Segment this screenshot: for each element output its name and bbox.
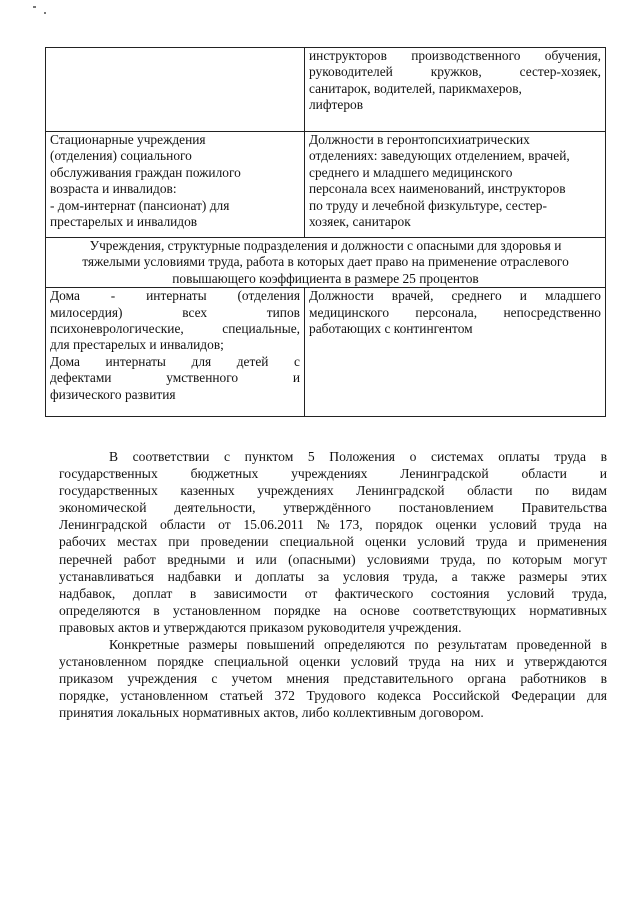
paragraph-line: Ленинградской области от 15.06.2011 №173, порядок оценки условий труда на bbox=[59, 517, 607, 533]
cell-line: работающих с контингентом bbox=[309, 321, 473, 337]
cell-line: санитарок, водителей, парикмахеров, bbox=[309, 80, 522, 96]
cell-line: среднего и младшего медицинского bbox=[309, 164, 513, 180]
table-cell-positions bbox=[305, 48, 606, 132]
cell-line: обслуживания граждан пожилого bbox=[50, 164, 241, 180]
cell-line: инструкторов производственного обучения, bbox=[309, 48, 601, 63]
paragraph-line: государственных бюджетных учреждениях Ленинградской области и bbox=[59, 466, 607, 482]
header-line: Учреждения, структурные подразделения и должности с опасными для здоровья и bbox=[89, 238, 562, 253]
paragraph-line: установленном порядке специальной оценки условий труда на них и утверждаются bbox=[59, 654, 607, 670]
cell-line: хозяек, санитарок bbox=[309, 214, 411, 230]
paragraph-line: В соответствии с пунктом 5 Положения о системах оплаты труда в bbox=[109, 449, 607, 464]
table-section-header bbox=[46, 238, 606, 288]
table-section-header-row bbox=[46, 238, 606, 288]
paragraph-line: экономической деятельности, утверждённого постановлением Правительства bbox=[59, 500, 607, 516]
table-cell-institution bbox=[46, 132, 305, 238]
paragraph-line: государственных казенных учреждениях Ленинградской области по видам bbox=[59, 483, 607, 499]
paragraph-line: устанавливаться надбавки и доплаты за условия труда, а также размеры этих bbox=[59, 568, 607, 584]
paragraph bbox=[59, 448, 607, 636]
table-row bbox=[46, 288, 606, 417]
cell-line: персонала всех наименований, инструкторов bbox=[309, 181, 566, 197]
paragraph-line: порядке, установленном статьей 372 Трудового кодекса Российской Федерации для bbox=[59, 688, 607, 704]
cell-line: лифтеров bbox=[309, 97, 364, 113]
cell-line: психоневрологические, специальные, bbox=[50, 321, 300, 337]
paragraph-line: надбавок, доплат в зависимости от фактического состояния условий труда, bbox=[59, 585, 607, 601]
scan-speck bbox=[33, 6, 36, 8]
paragraph-line: Конкретные размеры повышений определяются по результатам проведенной в bbox=[109, 637, 607, 653]
cell-line: физического развития bbox=[50, 386, 176, 402]
cell-line: дефектами умственного и bbox=[50, 370, 300, 386]
cell-line: престарелых и инвалидов bbox=[50, 214, 198, 230]
paragraph-line: приказом учреждения с учетом мнения представительного органа работников в bbox=[59, 671, 607, 687]
cell-line: Стационарные учреждения bbox=[50, 132, 206, 147]
cell-line: милосердия) всех типов bbox=[50, 304, 300, 320]
scan-speck bbox=[44, 12, 46, 14]
table-cell-empty bbox=[46, 48, 305, 132]
paragraph-line: принятия локальных нормативных актов, либо коллективным договором. bbox=[59, 705, 484, 721]
cell-line: по труду и лечебной физкультуре, сестер- bbox=[309, 197, 547, 213]
paragraph-line: рабочих местах при проведении специальной оценки условий труда и применения bbox=[59, 534, 607, 550]
table-cell-institution bbox=[46, 288, 305, 417]
cell-line: отделениях: заведующих отделением, врачей, bbox=[309, 148, 570, 164]
cell-line: медицинского персонала, непосредственно bbox=[309, 304, 601, 320]
body-text bbox=[59, 448, 607, 722]
paragraph bbox=[59, 636, 607, 721]
cell-line: Должности врачей, среднего и младшего bbox=[309, 288, 601, 304]
header-line: тяжелыми условиями труда, работа в которых дает право на применение отраслевого bbox=[82, 254, 569, 270]
header-line: повышающего коэффициента в размере 25 процентов bbox=[172, 270, 479, 286]
cell-line: возраста и инвалидов: bbox=[50, 181, 177, 197]
cell-line: Должности в геронтопсихиатрических bbox=[309, 132, 530, 147]
cell-line: - дом-интернат (пансионат) для bbox=[50, 197, 230, 213]
paragraph-line: перечней работ вредными и или (опасными) условиями труда, по которым могут bbox=[59, 551, 607, 567]
cell-line: руководителей кружков, сестер-хозяек, bbox=[309, 64, 601, 80]
cell-line: для престарелых и инвалидов; bbox=[50, 337, 224, 353]
cell-line: Дома - интернаты (отделения bbox=[50, 288, 300, 304]
table-cell-positions bbox=[305, 288, 606, 417]
paragraph-line: правовых актов и утверждаются приказом руководителя учреждения. bbox=[59, 619, 462, 635]
table-row bbox=[46, 132, 606, 238]
cell-line: (отделения) социального bbox=[50, 148, 192, 164]
table-cell-positions bbox=[305, 132, 606, 238]
positions-table bbox=[45, 47, 606, 417]
cell-line: Дома интернаты для детей с bbox=[50, 353, 300, 369]
paragraph-line: определяются в установленном порядке на основе соответствующих нормативных bbox=[59, 602, 607, 618]
table-row bbox=[46, 48, 606, 132]
